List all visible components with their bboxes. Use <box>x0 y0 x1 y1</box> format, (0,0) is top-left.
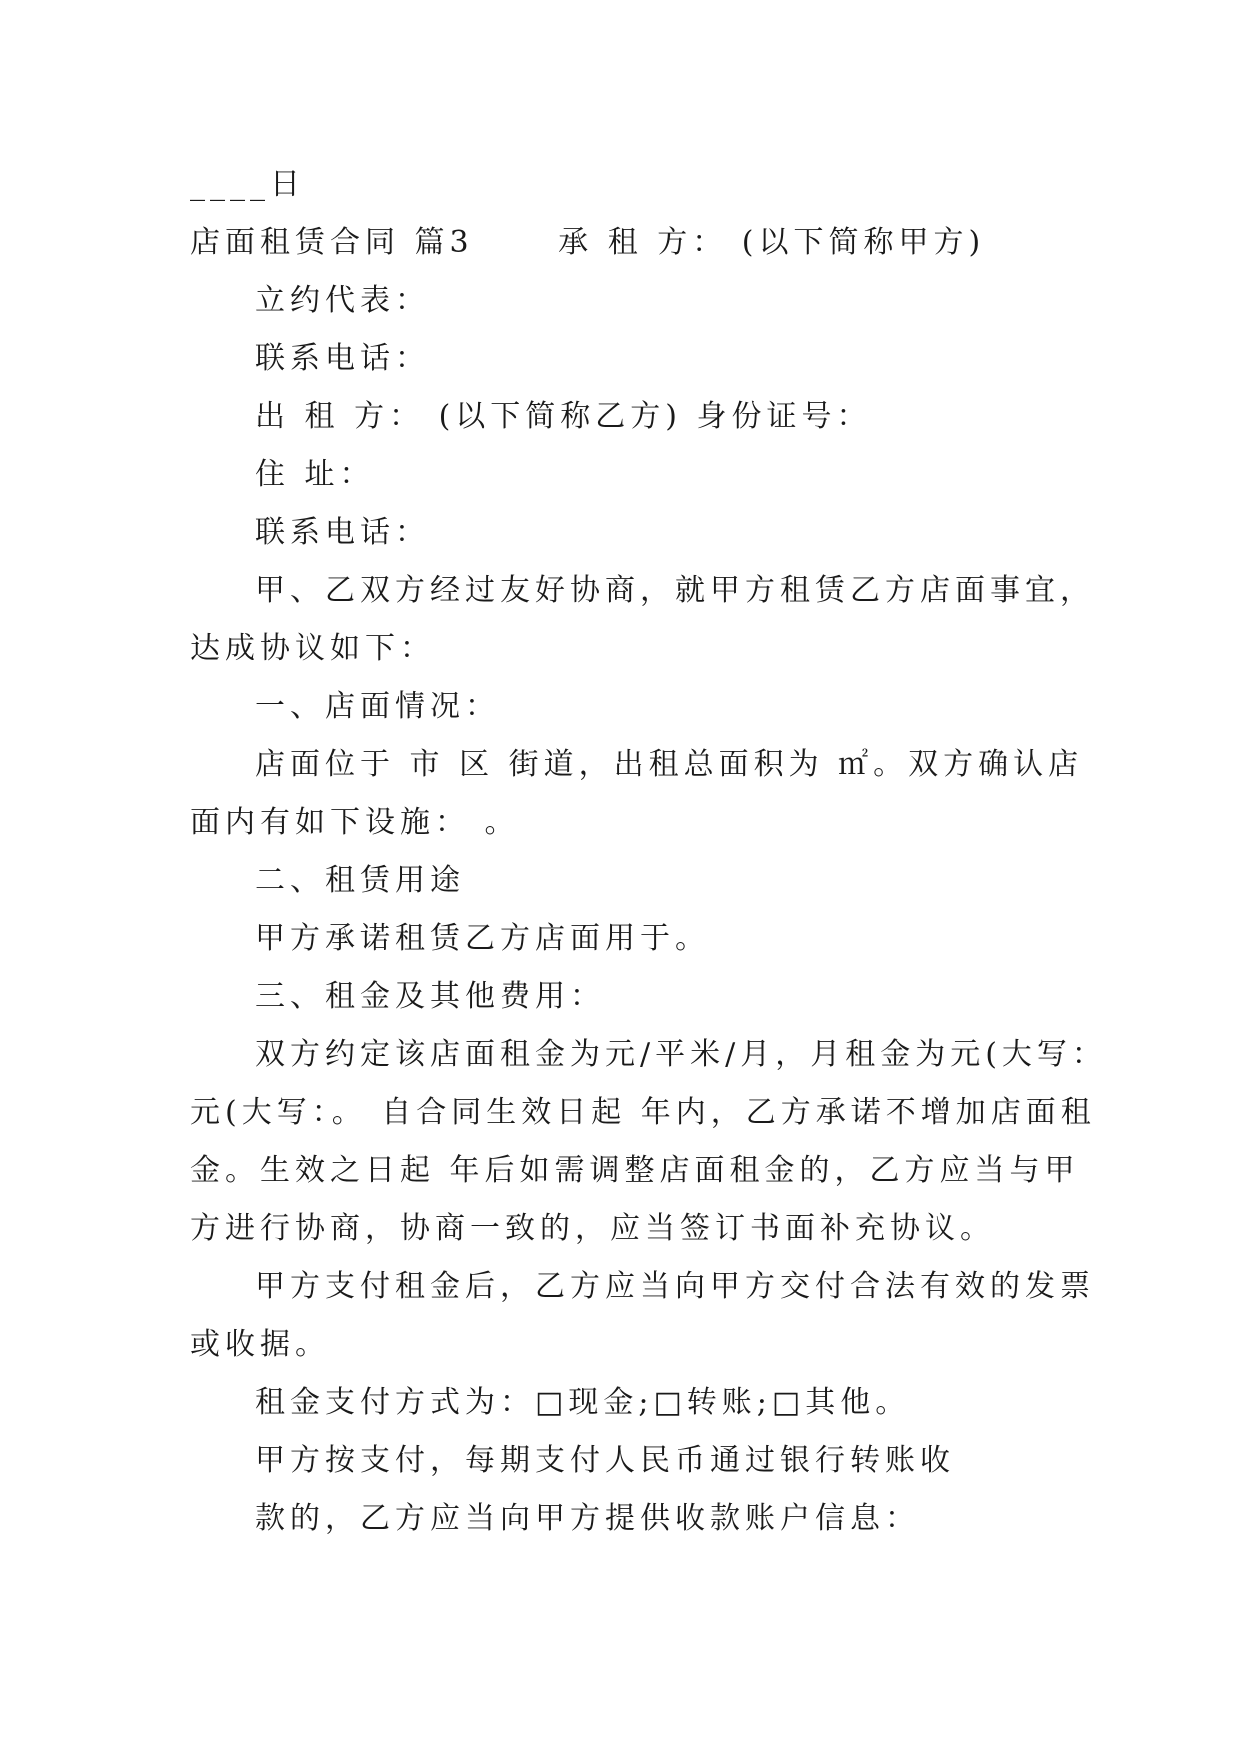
paragraph-text: 达成协议如下： <box>190 631 435 666</box>
paragraph-text: 方进行协商，协商一致的，应当签订书面补充协议。 <box>190 1211 995 1246</box>
contract-title-line: 店面租赁合同 篇3 承 租 方： (以下简称甲方) <box>190 225 986 260</box>
address-line: 住 址： <box>255 457 375 492</box>
paragraph-text: 甲方承诺租赁乙方店面用于。 <box>255 921 710 956</box>
payment-method-line: 租金支付方式为：□现金;□转账;□其他。 <box>255 1385 911 1420</box>
representative-line: 立约代表： <box>255 283 430 318</box>
paragraph-text: 或收据。 <box>190 1327 330 1362</box>
paragraph-text: 店面位于 市 区 街道，出租总面积为 ㎡。双方确认店 <box>255 747 1084 782</box>
lessor-line: 出 租 方： (以下简称乙方) 身份证号： <box>255 399 872 434</box>
paragraph-text: 甲方支付租金后，乙方应当向甲方交付合法有效的发票 <box>255 1269 1095 1304</box>
section-heading: 二、租赁用途 <box>255 863 465 898</box>
paragraph-text: 甲方按支付，每期支付人民币通过银行转账收 <box>255 1443 955 1478</box>
section-heading: 三、租金及其他费用： <box>255 979 605 1014</box>
date-day-blank: ____日 <box>190 167 305 202</box>
paragraph-text: 元(大写：。 自合同生效日起 年内，乙方承诺不增加店面租 <box>190 1095 1096 1130</box>
paragraph-text: 金。生效之日起 年后如需调整店面租金的，乙方应当与甲 <box>190 1153 1080 1188</box>
section-heading: 一、店面情况： <box>255 689 500 724</box>
paragraph-text: 面内有如下设施： 。 <box>190 805 520 840</box>
tenant-phone-line: 联系电话： <box>255 341 430 376</box>
paragraph-text: 甲、乙双方经过友好协商，就甲方租赁乙方店面事宜， <box>255 573 1095 608</box>
paragraph-text: 双方约定该店面租金为元/平米/月，月租金为元(大写： <box>255 1037 1107 1072</box>
lessor-phone-line: 联系电话： <box>255 515 430 550</box>
paragraph-text: 款的，乙方应当向甲方提供收款账户信息： <box>255 1501 920 1536</box>
